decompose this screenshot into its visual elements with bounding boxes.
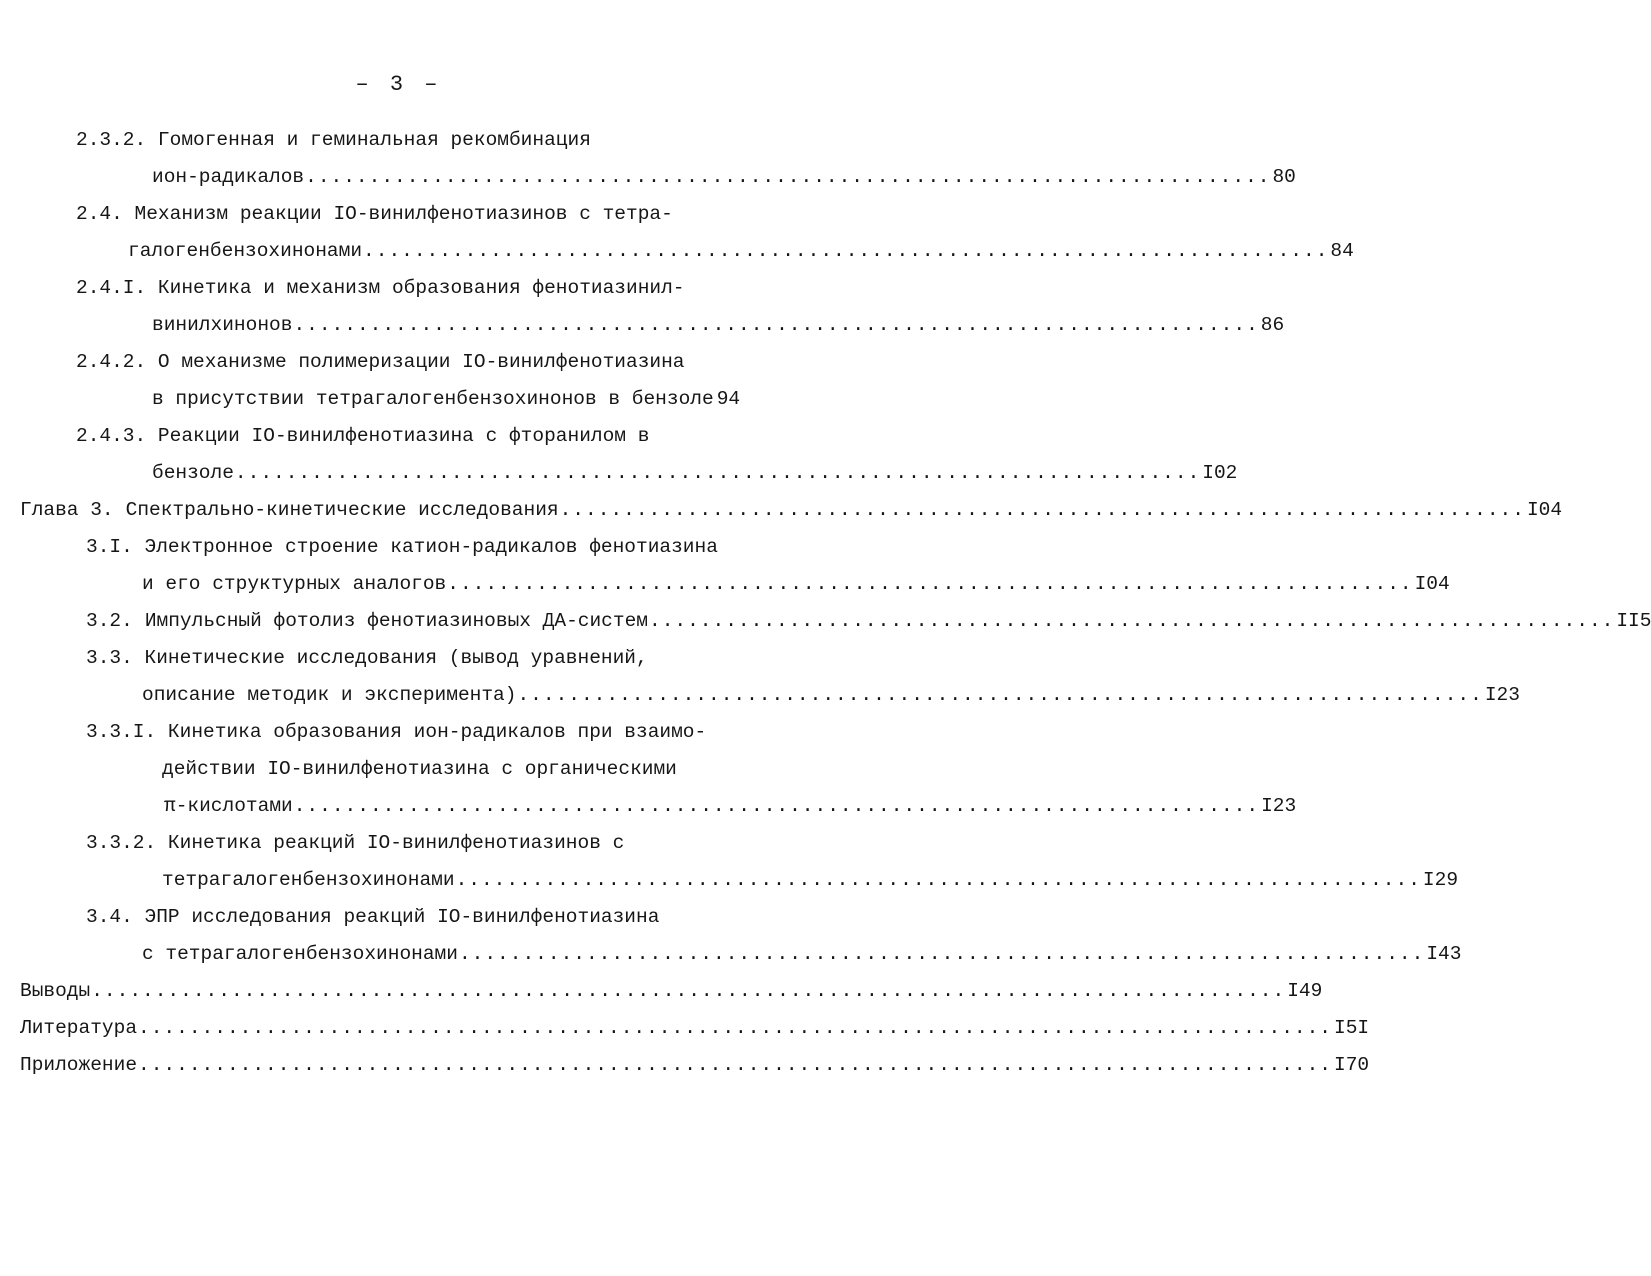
toc-title-line: описание методик и эксперимента) [142, 684, 517, 706]
toc-page: I04 [1414, 573, 1450, 595]
toc-title-line: Приложение [20, 1054, 138, 1076]
toc-entry-3-3-cont [142, 680, 1520, 710]
dot-leader: .............................................................................................. [91, 980, 1286, 1002]
toc-title-line: ЭПР исследования реакций IO-винилфенотиазина [144, 906, 660, 928]
toc-title-line: ион-радикалов [152, 166, 305, 188]
toc-title-line: Механизм реакции IO-винилфенотиазинов с тетра- [134, 203, 673, 225]
toc-number: 3.I. [86, 536, 133, 558]
dot-leader: ............................................................................ [234, 462, 1201, 484]
toc-entry-3-4 [86, 902, 659, 932]
toc-appendix [20, 1050, 1370, 1080]
toc-entry-3-4-cont [142, 939, 1462, 969]
toc-number: 3.3.2. [86, 832, 157, 854]
toc-page: I23 [1484, 684, 1520, 706]
dot-leader: ............................................................................ [305, 166, 1271, 188]
dot-leader: ............................................................................ [447, 573, 1413, 595]
dot-leader: .............................................................................................. [138, 1054, 1333, 1076]
toc-page: I5I [1334, 1017, 1370, 1039]
toc-entry-2-4-1 [76, 273, 685, 303]
toc-page: I29 [1422, 869, 1459, 891]
dot-leader: ............................................................................ [363, 240, 1329, 262]
toc-page: I02 [1202, 462, 1238, 484]
toc-page: I70 [1334, 1054, 1370, 1076]
toc-title-line: Спектрально-кинетические исследования [125, 499, 559, 521]
toc-title-line: в присутствии тетрагалогенбензохинонов в бензоле [152, 388, 714, 410]
toc-entry-2-3-2 [76, 125, 591, 155]
toc-title-line: и его структурных аналогов [142, 573, 447, 595]
toc-number: 3.4. [86, 906, 133, 928]
toc-entry-2-4-1-cont [152, 310, 1285, 340]
toc-title-line: бензоле [152, 462, 234, 484]
toc-entry-3-2 [86, 606, 1651, 636]
toc-entry-3-3 [86, 643, 648, 673]
toc-entry-2-4-3-cont [152, 458, 1238, 488]
toc-number: Глава 3. [20, 499, 114, 521]
dot-leader: ............................................................................ [455, 869, 1421, 891]
toc-title-line: галогенбензохинонами [128, 240, 363, 262]
dot-leader: ............................................................................ [293, 795, 1260, 817]
toc-title-line: Кинетика образования ион-радикалов при взаимо- [167, 721, 707, 743]
toc-number: 3.2. [86, 610, 133, 632]
toc-entry-2-3-2-cont [152, 162, 1296, 192]
dot-leader: ............................................................................ [559, 499, 1525, 521]
toc-page: I04 [1526, 499, 1563, 521]
toc-entry-3-3-1-cont2 [164, 791, 1297, 821]
toc-title-line: винилхинонов [152, 314, 293, 336]
toc-title-line: Гомогенная и геминальная рекомбинация [157, 129, 591, 151]
toc-title-line: Литература [20, 1017, 138, 1039]
toc-entry-2-4 [76, 199, 673, 229]
toc-number: 2.4.I. [76, 277, 147, 299]
toc-title-line: Импульсный фотолиз фенотиазиновых ДА-систем [144, 610, 648, 632]
toc-entry-3-3-1-cont [162, 754, 677, 784]
toc-page: 86 [1260, 314, 1285, 336]
toc-title-line: действии IO-винилфенотиазина с органическими [162, 758, 677, 780]
toc-entry-3-3-2 [86, 828, 624, 858]
toc-title-line: с тетрагалогенбензохинонами [142, 943, 458, 965]
toc-entry-3-3-1 [86, 717, 706, 747]
toc-entry-2-4-2 [76, 347, 685, 377]
toc-number: 3.3.I. [86, 721, 157, 743]
toc-entry-3-1 [86, 532, 718, 562]
toc-title-line: π-кислотами [164, 795, 293, 817]
toc-conclusions [20, 976, 1323, 1006]
toc-page: 84 [1330, 240, 1354, 262]
toc-entry-2-4-3 [76, 421, 649, 451]
toc-title-line: тетрагалогенбензохинонами [162, 869, 455, 891]
toc-entry-3-3-2-cont [162, 865, 1459, 895]
toc-number: 2.4. [76, 203, 123, 225]
toc-title-line: Кинетика и механизм образования фенотиазинил- [157, 277, 685, 299]
toc-page: 80 [1272, 166, 1296, 188]
dot-leader: .............................................................................................. [138, 1017, 1333, 1039]
toc-page: I49 [1287, 980, 1323, 1002]
dot-leader: ............................................................................ [517, 684, 1483, 706]
toc-references [20, 1013, 1370, 1043]
toc-entry-2-4-2-cont [152, 384, 741, 414]
page-number: – 3 – [355, 72, 442, 97]
toc-chapter-3 [20, 495, 1563, 525]
dot-leader: ............................................................................ [649, 610, 1615, 632]
dot-leader: ............................................................................ [458, 943, 1425, 965]
toc-number: 2.4.2. [76, 351, 147, 373]
toc-number: 2.4.3. [76, 425, 147, 447]
toc-entry-2-4-cont [128, 236, 1354, 266]
toc-title-line: Реакции IO-винилфенотиазина с фторанилом в [157, 425, 650, 447]
toc-page: I43 [1426, 943, 1462, 965]
toc-title-line: Выводы [20, 980, 91, 1002]
toc-number: 3.3. [86, 647, 133, 669]
toc-page: I23 [1261, 795, 1297, 817]
toc-title-line: Кинетика реакций IO-винилфенотиазинов с [167, 832, 625, 854]
toc-page: 94 [716, 388, 741, 410]
toc-title-line: О механизме полимеризации IO-винилфенотиазина [157, 351, 685, 373]
toc-title-line: Кинетические исследования (вывод уравнений, [144, 647, 648, 669]
dot-leader: ............................................................................ [293, 314, 1259, 336]
toc-page: II5 [1616, 610, 1651, 632]
toc-entry-3-1-cont [142, 569, 1450, 599]
toc-number: 2.3.2. [76, 129, 147, 151]
toc-title-line: Электронное строение катион-радикалов фенотиазина [144, 536, 718, 558]
